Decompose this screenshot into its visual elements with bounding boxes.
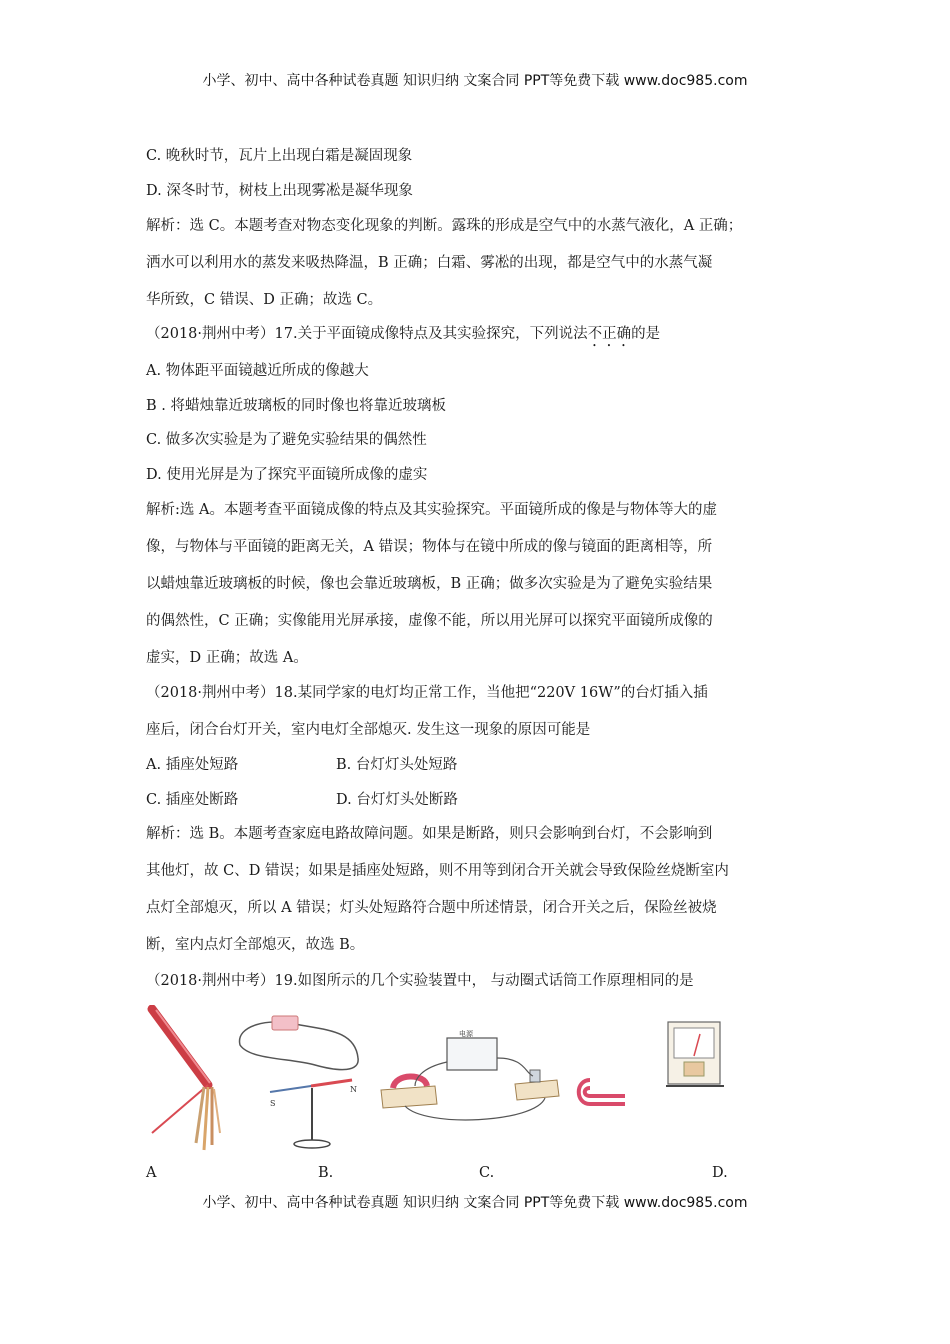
q17-analysis-line-1: 解析:选 A。本题考查平面镜成像的特点及其实验探究。平面镜所成的像是与物体等大的虚 bbox=[146, 502, 717, 518]
q17-stem-emphasis: 不正确 bbox=[587, 326, 632, 342]
figure-d-meter bbox=[664, 1018, 726, 1090]
q17-analysis-line-4: 的偶然性，C 正确；实像能用光屏承接，虚像不能，所以用光屏可以探究平面镜所成像的 bbox=[146, 613, 713, 629]
figure-c-circuit bbox=[375, 1028, 655, 1138]
nail-2 bbox=[204, 1087, 208, 1150]
q17-option-c: C. 做多次实验是为了避免实验结果的偶然性 bbox=[146, 432, 427, 448]
q17-analysis-line-2: 像，与物体与平面镜的距离无关，A 错误；物体与在镜中所成的像与镜面的距离相等，所 bbox=[146, 539, 713, 555]
figure-b-oersted bbox=[230, 1010, 365, 1155]
compass-needle-red bbox=[311, 1080, 352, 1086]
q18-option-d: D. 台灯灯头处断路 bbox=[336, 792, 458, 808]
figure-label-c: C. bbox=[479, 1165, 495, 1181]
q18-analysis-line-2: 其他灯，故 C、D 错误；如果是插座处短路，则不用等到闭合开关就会导致保险丝烧断室内 bbox=[146, 863, 729, 879]
q17-stem-prefix: （2018·荆州中考）17.关于平面镜成像特点及其实验探究，下列说法 bbox=[146, 326, 588, 342]
figure-a-magnet-nails bbox=[146, 1005, 236, 1155]
magnet-bar bbox=[152, 1009, 208, 1085]
q16-option-c: C. 晚秋时节，瓦片上出现白霜是凝固现象 bbox=[146, 148, 413, 164]
label-n: N bbox=[350, 1085, 357, 1094]
q18-stem-line-1: （2018·荆州中考）18.某同学家的电灯均正常工作，当他把“220V 16W”的台灯插入插 bbox=[146, 685, 708, 701]
switch bbox=[530, 1070, 540, 1082]
q17-option-a: A. 物体距平面镜越近所成的像越大 bbox=[146, 363, 369, 379]
wire-left bbox=[415, 1062, 447, 1086]
q18-option-a: A. 插座处短路 bbox=[146, 757, 239, 773]
wire-loop bbox=[240, 1022, 359, 1070]
q17-option-b: B . 将蜡烛靠近玻璃板的同时像也将靠近玻璃板 bbox=[146, 398, 446, 414]
q18-analysis-line-3: 点灯全部熄灭，所以 A 错误；灯头处短路符合题中所述情景，闭合开关之后，保险丝被烧 bbox=[146, 900, 717, 916]
base-board-right bbox=[515, 1080, 559, 1100]
q16-option-d: D. 深冬时节，树枝上出现雾凇是凝华现象 bbox=[146, 183, 413, 199]
power-supply-label: 电源 bbox=[459, 1030, 473, 1038]
figure-label-a: A bbox=[146, 1165, 157, 1181]
wire-right bbox=[497, 1058, 533, 1076]
battery-box bbox=[272, 1016, 298, 1030]
q18-analysis-line-4: 断，室内点灯全部熄灭，故选 B。 bbox=[146, 937, 365, 953]
stand-base bbox=[294, 1140, 330, 1148]
power-supply-box bbox=[447, 1038, 497, 1070]
q18-option-b: B. 台灯灯头处短路 bbox=[336, 757, 458, 773]
q18-option-c: C. 插座处断路 bbox=[146, 792, 239, 808]
q17-stem-suffix: 的是 bbox=[631, 326, 661, 342]
meter-coil bbox=[684, 1062, 704, 1076]
q19-stem: （2018·荆州中考）19.如图所示的几个实验装置中， 与动圈式话筒工作原理相同的是 bbox=[146, 973, 694, 989]
horseshoe-magnet-right bbox=[579, 1080, 625, 1104]
page-header: 小学、初中、高中各种试卷真题 知识归纳 文案合同 PPT等免费下载 www.doc985.com bbox=[202, 73, 748, 89]
q16-analysis-line-2: 洒水可以利用水的蒸发来吸热降温，B 正确；白霜、雾凇的出现，都是空气中的水蒸气凝 bbox=[146, 255, 713, 271]
page-footer: 小学、初中、高中各种试卷真题 知识归纳 文案合同 PPT等免费下载 www.doc985.com bbox=[202, 1195, 748, 1211]
q16-analysis-line-1: 解析：选 C。本题考查对物态变化现象的判断。露珠的形成是空气中的水蒸气液化，A 正确； bbox=[146, 218, 743, 234]
q17-option-d: D. 使用光屏是为了探究平面镜所成像的虚实 bbox=[146, 467, 428, 483]
q17-analysis-line-5: 虚实，D 正确；故选 A。 bbox=[146, 650, 308, 666]
figure-label-b: B. bbox=[318, 1165, 334, 1181]
q16-analysis-line-3: 华所致，C 错误、D 正确；故选 C。 bbox=[146, 292, 383, 308]
q17-stem bbox=[146, 324, 826, 350]
q18-stem-line-2: 座后，闭合台灯开关，室内电灯全部熄灭. 发生这一现象的原因可能是 bbox=[146, 722, 591, 738]
magnet-highlight bbox=[156, 1010, 210, 1083]
label-s: S bbox=[270, 1099, 276, 1108]
q17-analysis-line-3: 以蜡烛靠近玻璃板的时候，像也会靠近玻璃板，B 正确；做多次实验是为了避免实验结果 bbox=[146, 576, 713, 592]
nail-4 bbox=[214, 1089, 220, 1133]
horseshoe-magnet-left bbox=[393, 1076, 427, 1088]
base-board-left bbox=[381, 1086, 437, 1108]
q18-analysis-line-1: 解析：选 B。本题考查家庭电路故障问题。如果是断路，则只会影响到台灯，不会影响到 bbox=[146, 826, 713, 842]
figure-label-d: D. bbox=[712, 1165, 728, 1181]
